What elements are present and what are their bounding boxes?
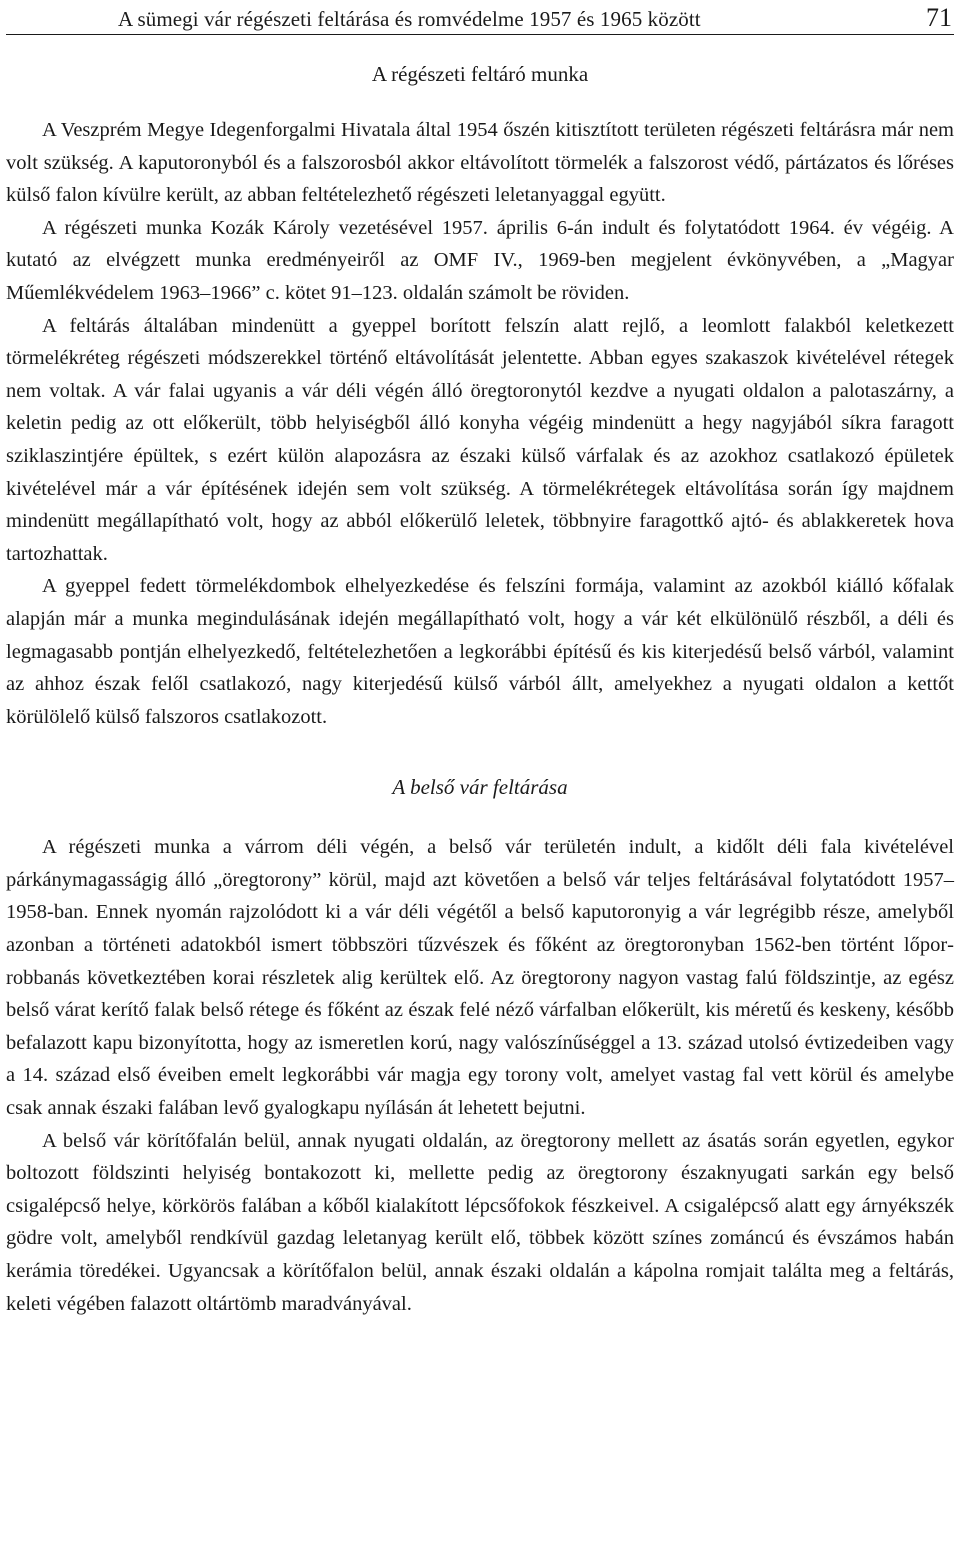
paragraph: A belső vár körítőfalán belül, annak nyugati oldalán, az öregtorony mellett az ásatás során egyetlen, egykor boltozott földszinti helyiség bontakozott ki, mellette pedig az öregtorony északnyugati sarkán egy belső csigalépcső helye, körkörös falában a kőből kialakított lépcsőfokok fészkeivel. A csigalépcső alatt egy árnyékszék gödre volt, amelyből rendkívül gazdag leletanyag került elő, többek között színes zománcú és évszámos habán kerámia töredékei. Ugyancsak a körítőfalon belül, annak északi oldalán a kápolna romjait találta meg a feltárás, keleti végében falazott oltártömb maradványával. (6, 1129, 954, 1315)
paragraph: A feltárás általában mindenütt a gyeppel borított felszín alatt rejlő, a leomlott falakból keletkezett törmelékréteg régészeti módszerekkel történő eltávolítását jelentette. Abban egyes szakaszok kivételével rétegek nem voltak. A vár falai ugyanis a vár déli végén álló öregtoronytól kezdve a nyugati oldalon a palotaszárny, a keletin pedig az ott előkerült, több helyiségből álló konyha végéig mindenütt a hegy nagyjából síkra faragott sziklaszintjére épültek, s ezért külön alapozásra az északi külső várfalak és az azokhoz csatlakozó épületek kivételével már a vár építésének idején sem volt szükség. A törmelékrétegek eltávolítása során így majdnem mindenütt megállapítható volt, hogy az abból előkerülő leletek, többnyire faragottkő ajtó- és ablakkeretek hova tartozhattak. (6, 314, 954, 565)
paragraph: A régészeti munka a várrom déli végén, a belső vár területén indult, a kidőlt déli fala kivételével párkánymagasságig álló „öregtorony” körül, majd azt követően a belső vár teljes feltárásával folytatódott 1957–1958-ban. Ennek nyomán rajzolódott ki a vár déli végétől a belső kaputoronyig a vár legrégibb része, amelyből azonban a történeti adatokból ismert többszöri tűzvészek és főként az öregtoronyban 1562-ben történt lőporrobbanás következtében korai részletek alig kerültek elő. Az öregtorony nagyon vastag falú földszintje, az egész belső várat kerítő falak belső rétege és főként az észak felé néző várfalban előkerült, kis méretű és keskeny, később befalazott kapu bizonyította, hogy az ismeretlen korú, nagy valószínűséggel a 13. század utolsó évtizedeiben vagy a 14. század első éveiben emelt legkorábbi vár magja egy torony volt, amelyet vastag fal vett körül és amelybe csak annak északi falában levő gyalogkapu nyílásán át lehetett bejutni. (6, 836, 954, 1120)
running-title: A sümegi vár régészeti feltárása és romvédelme 1957 és 1965 között (118, 7, 701, 31)
paragraph: A Veszprém Megye Idegenforgalmi Hivatala által 1954 őszén kitisztított területen régészeti feltárásra már nem volt szükség. A kaputoronyból és a falszorosból akkor eltávolított törmelék a falszorost védő, pártázatos és lőréses külső falon kívülre került, az abban feltételezhető régészeti leletanyaggal együtt. (6, 119, 954, 207)
section-archaeological-work (6, 62, 954, 733)
page-number: 71 (926, 3, 952, 32)
section-heading: A régészeti feltáró munka (371, 62, 589, 86)
paragraph: A régészeti munka Kozák Károly vezetésével 1957. április 6-án indult és folytatódott 1964. év végéig. A kutató az elvégzett munka eredményeiről az OMF IV., 1969-ben megjelent évkönyvében, a „Magyar Műemlékvédelem 1963–1966” c. kötet 91–123. oldalán számolt be röviden. (6, 216, 954, 304)
running-header (6, 0, 954, 35)
section-inner-castle (6, 775, 954, 1320)
paragraph: A gyeppel fedett törmelékdombok elhelyezkedése és felszíni formája, valamint az azokból kiálló kőfalak alapján már a munka megindulásának idején megállapítható volt, hogy a vár két elkülönülő részből, a déli és legmagasabb pontján elhelyezkedő, feltételezhetően a legkorábbi építésű és kis kiterjedésű belső várból, valamint az ahhoz észak felől csatlakozó, nagy kiterjedésű külső várból állt, amelyekhez a nyugati oldalon a kettőt körülölelő külső falszoros csatlakozott. (6, 575, 954, 728)
section-heading: A belső vár feltárása (392, 775, 568, 800)
document-page (6, 0, 954, 1320)
